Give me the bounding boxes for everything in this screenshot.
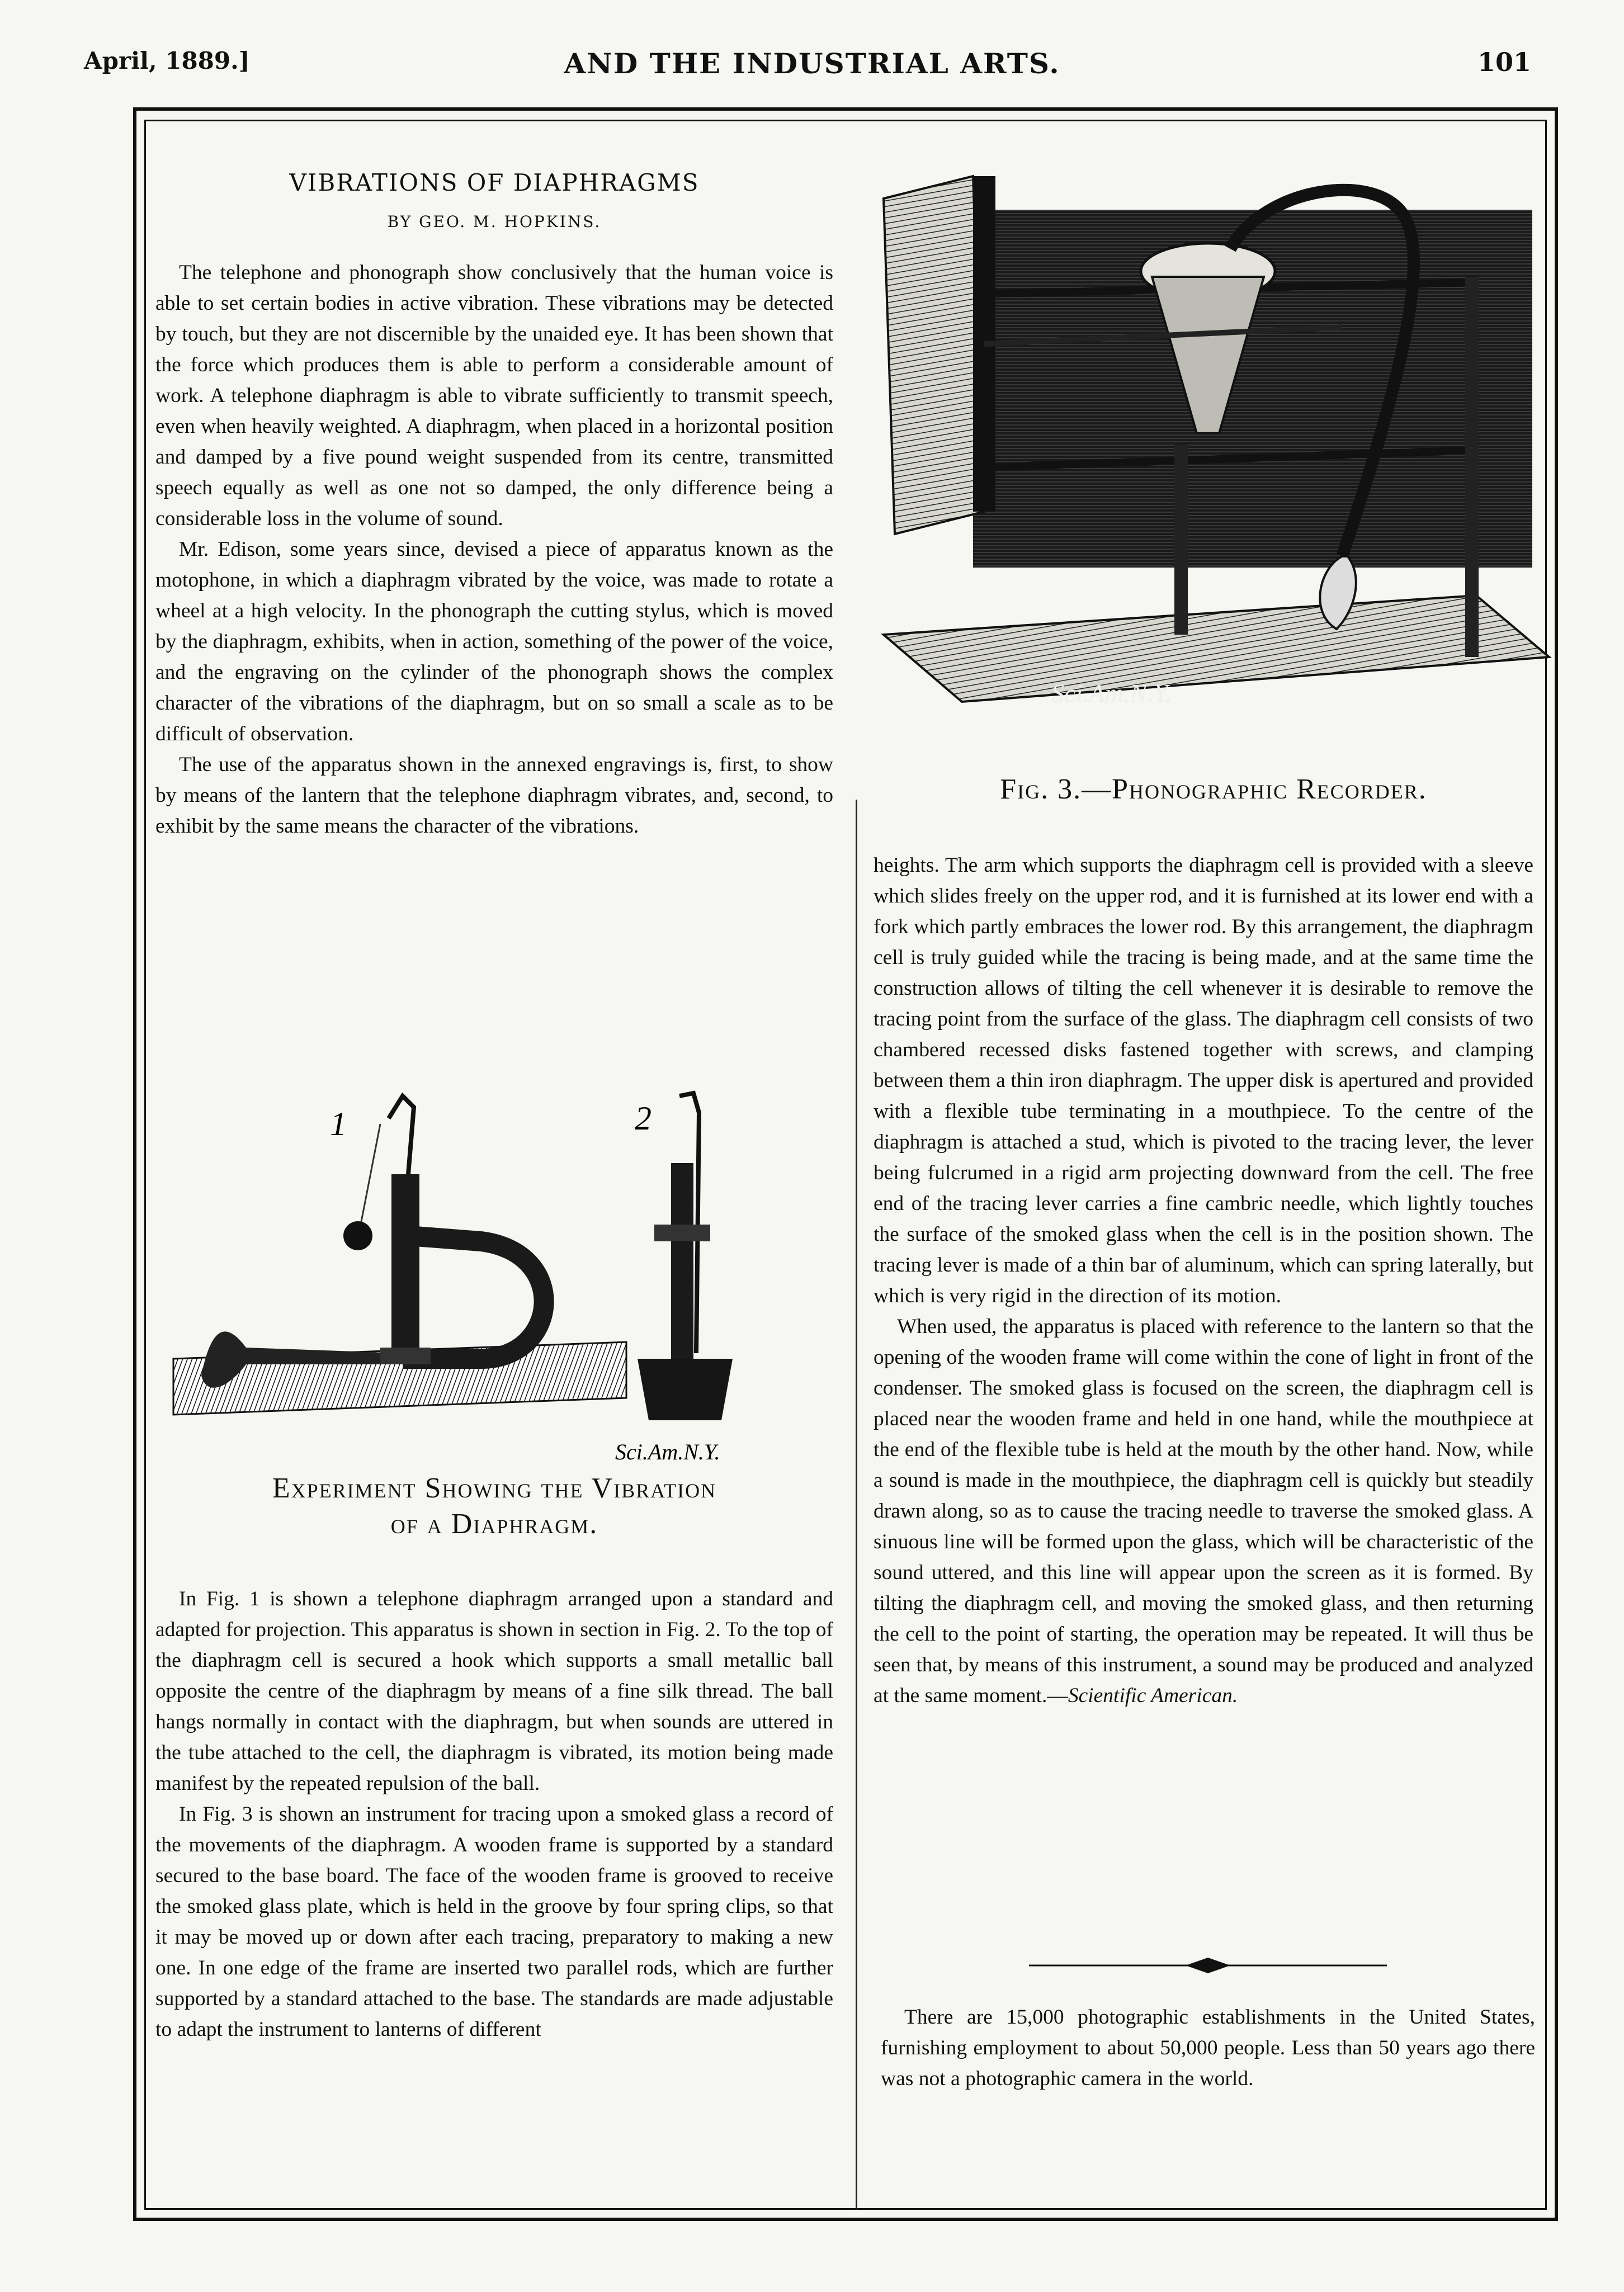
- hook: [389, 1096, 414, 1174]
- caption-line: Experiment Showing the Vibration: [272, 1472, 717, 1504]
- paragraph: There are 15,000 photographic establishments in the United States, furnishing employment to about 50,000 people. Less than 50 years ago there was not a photographic camera in the world.: [881, 2006, 1535, 2090]
- right-column: [874, 850, 1533, 1711]
- article-title: VIBRATIONS OF DIAPHRAGMS: [289, 169, 700, 196]
- figure-1-2-caption: [155, 1471, 833, 1542]
- section-base: [638, 1359, 733, 1420]
- section-standard: [671, 1163, 693, 1364]
- filler-note: [881, 2002, 1535, 2094]
- page-number: 101: [1477, 47, 1531, 77]
- figure-3-illustration: [861, 165, 1566, 752]
- left-column-top: [155, 257, 833, 842]
- paragraph: In Fig. 1 is shown a telephone diaphragm arranged upon a standard and adapted for projection. This apparatus is shown in section in Fig. 2. To the top of the diaphragm cell is secured a hook which supports a small metallic ball opposite the centre of the diaphragm by means of a fine silk thread. The ball hangs normally in contact with the diaphragm, but when sounds are uttered in the tube attached to the cell, the diaphragm is vibrated, its motion being made manifest by the repeated repulsion of the ball.: [155, 1587, 833, 1795]
- paragraph: The telephone and phonograph show conclusively that the human voice is able to set certain bodies in active vibration. These vibrations may be detected by touch, but they are not discernible by the unaided eye. It has been shown that the force which produces them is able to perform a considerable amount of work. A telephone diaphragm is able to vibrate sufficiently to transmit speech, even when heavily weighted. A diaphragm, when placed in a horizontal position and damped by a five pound weight suspended from its centre, transmitted speech equally as well as one not so damped, the only difference being a considerable loss in the volume of sound.: [155, 261, 833, 530]
- paragraph: heights. The arm which supports the diaphragm cell is provided with a sleeve which slides freely on the upper rod, and it is furnished at its lower end with a fork which partly embraces the lower rod. By this arrangement, the diaphragm cell is truly guided while the tracing is being made, and at the same time the construction allows of tilting the cell whenever it is desirable to remove the tracing point from the surface of the glass. The diaphragm cell consists of two chambered recessed disks fastened together with screws, and clamping between them a thin iron diaphragm. The upper disk is apertured and provided with a flexible tube terminating in a mouthpiece. To the centre of the diaphragm is attached a stud, which is pivoted to the tracing lever, the lever being fulcrumed in a rigid arm projecting downward from the cell. The free end of the tracing lever carries a fine cambric needle, which lightly touches the surface of the smoked glass when the cell is in the position shown. The tracing lever is made of a thin bar of aluminum, which can spring laterally, but which is very rigid in the direction of its motion.: [874, 854, 1533, 1307]
- engraver-signature: Sci.Am.N.Y.: [615, 1439, 720, 1464]
- column-rule: [856, 800, 857, 2209]
- caption-line: of a Diaphragm.: [390, 1508, 598, 1540]
- left-column-bottom: [155, 1584, 833, 2045]
- center-standard: [1174, 445, 1188, 635]
- figure-3-caption: Fig. 3.—Phonographic Recorder.: [1000, 773, 1427, 805]
- paragraph: Mr. Edison, some years since, devised a piece of apparatus known as the motophone, in which a diaphragm vibrated by the voice, was made to rotate a wheel at a high velocity. In the phonograph the cutting stylus, which is moved by the diaphragm, exhibits, when in action, something of the power of the voice, and the engraving on the cylinder of the phonograph shows the complex character of the vibrations of the diaphragm, but on so small a scale as to be difficult of observation.: [155, 538, 833, 745]
- paragraph: The use of the apparatus shown in the annexed engravings is, first, to show by means of the lantern that the telephone diaphragm vibrates, and, second, to exhibit by the same means the character of the vibrations.: [155, 753, 833, 838]
- base-board: [884, 596, 1549, 702]
- figure-label-1: 1: [330, 1105, 347, 1142]
- right-standard: [1465, 277, 1479, 657]
- paragraph: [874, 1311, 1533, 1711]
- curved-tube: [403, 1236, 544, 1359]
- source-credit: Scientific American.: [1068, 1684, 1238, 1707]
- header-date: April, 1889.]: [84, 47, 250, 74]
- paragraph: In Fig. 3 is shown an instrument for tracing upon a smoked glass a record of the movements of the diaphragm. A wooden frame is supported by a standard secured to the base board. The face of the wooden frame is grooved to receive the smoked glass plate, which is held in the groove by four spring clips, so that it may be moved up or down after each tracing, preparatory to making a new one. In one edge of the frame are inserted two parallel rods, which are further supported by a standard attached to the base. The standards are made adjustable to adapt the instrument to lanterns of different: [155, 1803, 833, 2041]
- header-title: AND THE INDUSTRIAL ARTS.: [564, 47, 1060, 80]
- metallic-ball: [343, 1221, 372, 1250]
- wooden-frame: [884, 176, 984, 534]
- paragraph-text: When used, the apparatus is placed with reference to the lantern so that the opening of the wooden frame will come within the cone of light in front of the condenser. The smoked glass is focused on the screen, the diaphragm cell is placed near the wooden frame and held in one hand, while the mouthpiece at the end of the flexible tube is held at the mouth by the other hand. Now, while a sound is made in the mouthpiece, the diaphragm cell is quickly but steadily drawn along, so as to cause the tracing needle to traverse the smoked glass. A sinuous line will be formed upon the glass, which will be characteristic of the sound uttered, and this line will appear upon the screen as it is formed. By tilting the diaphragm cell, and moving the smoked glass, and then returning the cell to the point of starting, the operation may be repeated. It will thus be seen that, by means of this instrument, a sound may be produced and analyzed at the same moment.—: [874, 1315, 1533, 1707]
- engraver-signature: Sci.Am.N.Y.: [1051, 679, 1172, 707]
- figure-1-2-illustration: [168, 1085, 816, 1465]
- diaphragm-standard: [391, 1174, 419, 1359]
- article-byline: BY GEO. M. HOPKINS.: [387, 212, 602, 231]
- figure-label-2: 2: [635, 1100, 652, 1137]
- ornament-divider: [1029, 1954, 1387, 1977]
